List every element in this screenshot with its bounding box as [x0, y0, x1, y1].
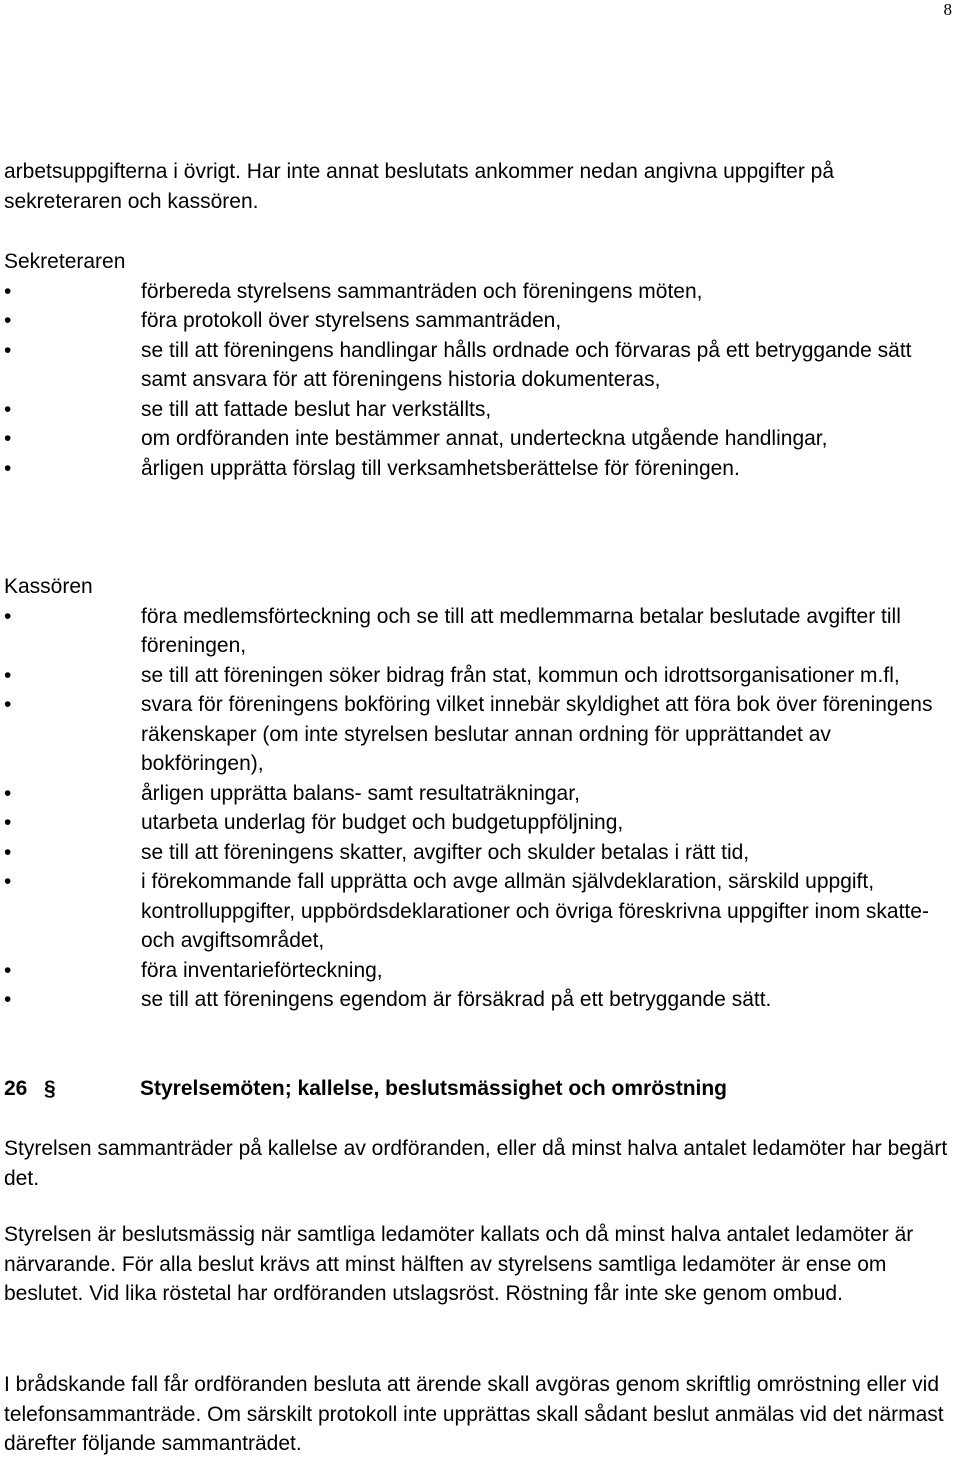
paragraph-3: I brådskande fall får ordföranden besluta att ärende skall avgöras genom skriftlig omröstning eller vid telefonsammanträde. Om särskilt protokoll inte upprättas skall sådant beslut anmälas vid det närmast därefter följande sammanträdet.: [4, 1373, 944, 1455]
bullet-icon: •: [4, 811, 12, 834]
sekreteraren-heading: Sekreteraren: [4, 250, 126, 273]
list-item: • förbereda styrelsens sammanträden och föreningens möten,: [4, 277, 952, 307]
list-item: • föra protokoll över styrelsens sammanträden,: [4, 306, 952, 336]
bullet-icon: •: [4, 427, 12, 450]
bullet-icon: •: [4, 397, 12, 421]
kassoren-heading: Kassören: [4, 575, 93, 598]
bullet-icon: •: [4, 604, 12, 628]
bullet-icon: •: [4, 870, 12, 893]
section-heading: [4, 1074, 960, 1104]
list-item: • se till att fattade beslut har verkställts,: [4, 395, 952, 425]
list-item: • svara för föreningens bokföring vilket innebär skyldighet att föra bok över föreningens räkenskaper (om inte styrelsen beslutar annan ordning för upprättandet av bokföringen),: [4, 690, 952, 779]
list-item: • se till att föreningens egendom är försäkrad på ett betryggande sätt.: [4, 985, 952, 1015]
bullet-icon: •: [4, 781, 12, 805]
list-item: • se till att föreningen söker bidrag från stat, kommun och idrottsorganisationer m.fl,: [4, 661, 952, 691]
bullet-icon: •: [4, 958, 12, 982]
bullet-icon: •: [4, 988, 12, 1011]
intro-paragraph: arbetsuppgifterna i övrigt. Har inte annat beslutats ankommer nedan angivna uppgifter på sekreteraren och kassören.: [4, 160, 835, 213]
sekreteraren-section: [4, 247, 952, 483]
bullet-icon: •: [4, 840, 12, 864]
list-item: • föra medlemsförteckning och se till att medlemmarna betalar beslutade avgifter till föreningen,: [4, 602, 952, 661]
paragraph-2: Styrelsen är beslutsmässig när samtliga ledamöter kallats och då minst halva antalet ledamöter är närvarande. För alla beslut krävs att minst hälften av styrelsens samtliga ledamöter är ense om beslutet. Vid lika röstetal har ordföranden utslagsröst. Röstning får inte ske genom ombud.: [4, 1223, 914, 1305]
page-number: 8: [943, 0, 952, 19]
list-item: • utarbeta underlag för budget och budgetuppföljning,: [4, 808, 952, 838]
paragraph-1: Styrelsen sammanträder på kallelse av ordföranden, eller då minst halva antalet ledamöter har begärt det.: [4, 1137, 948, 1190]
list-item: • årligen upprätta förslag till verksamhetsberättelse för föreningen.: [4, 454, 952, 484]
bullet-icon: •: [4, 338, 12, 362]
section-number: 26: [4, 1077, 28, 1100]
bullet-icon: •: [4, 663, 12, 687]
list-item: • om ordföranden inte bestämmer annat, underteckna utgående handlingar,: [4, 424, 952, 454]
bullet-icon: •: [4, 279, 12, 303]
list-item: • föra inventarieförteckning,: [4, 956, 952, 986]
bullet-icon: •: [4, 309, 12, 332]
list-item: • i förekommande fall upprätta och avge allmän självdeklaration, särskild uppgift, kontrolluppgifter, uppbördsdeklarationer och övriga föreskrivna uppgifter inom skatte- och avgiftsområdet,: [4, 867, 952, 956]
section-symbol: §: [44, 1077, 56, 1100]
section-title: Styrelsemöten; kallelse, beslutsmässighet och omröstning: [140, 1077, 728, 1100]
list-item: • se till att föreningens skatter, avgifter och skulder betalas i rätt tid,: [4, 838, 952, 868]
list-item: • se till att föreningens handlingar hålls ordnade och förvaras på ett betryggande sätt samt ansvara för att föreningens historia dokumenteras,: [4, 336, 952, 395]
list-item: • årligen upprätta balans- samt resultaträkningar,: [4, 779, 952, 809]
kassoren-section: [4, 572, 952, 1015]
sekreteraren-list: [4, 277, 952, 484]
bullet-icon: •: [4, 456, 12, 480]
kassoren-list: [4, 602, 952, 1015]
bullet-icon: •: [4, 693, 12, 716]
